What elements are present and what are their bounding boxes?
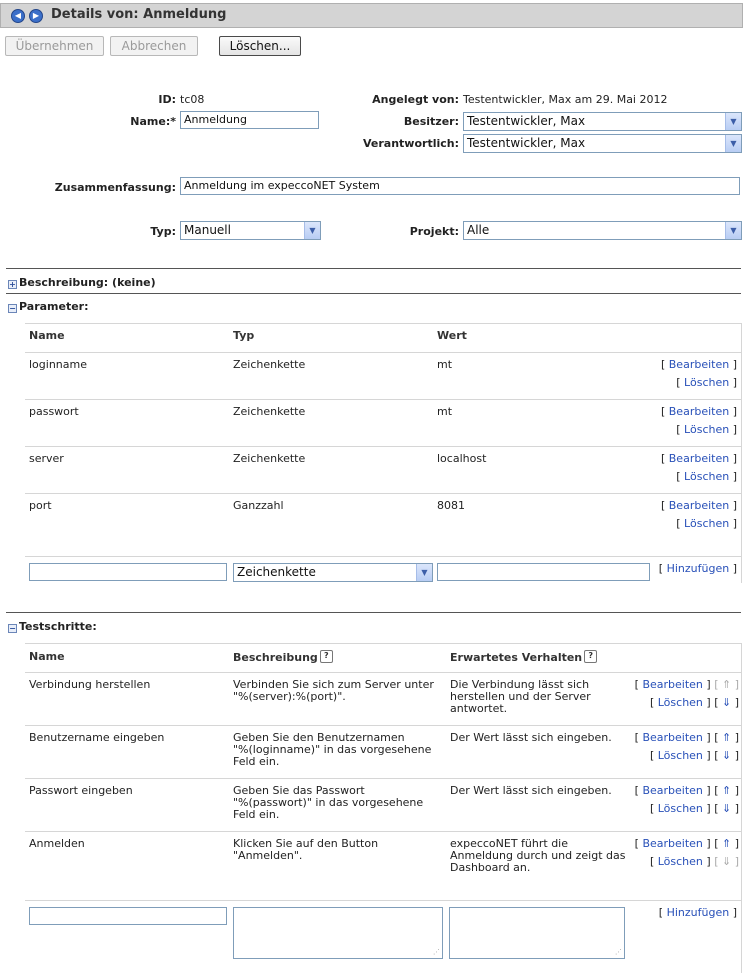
param-value: mt (437, 405, 453, 418)
step-delete-link[interactable]: Löschen (657, 855, 703, 868)
project-select[interactable] (463, 221, 742, 240)
param-delete-link[interactable]: Löschen (684, 517, 730, 530)
step-name: Passwort eingeben (29, 784, 133, 797)
step-expected-line: Anmeldung durch und zeigt das (450, 849, 626, 862)
step-expected-line: Die Verbindung lässt sich (450, 678, 590, 691)
summary-input[interactable]: Anmeldung im expeccoNET System (180, 177, 740, 195)
step-expected-line: Der Wert lässt sich eingeben. (450, 784, 612, 797)
new-step-description-textarea[interactable] (233, 907, 443, 959)
window-title: Details von: Anmeldung (51, 7, 227, 22)
description-header[interactable] (8, 276, 156, 289)
row-divider (25, 831, 742, 832)
new-step-expected-textarea[interactable] (449, 907, 625, 959)
step-delete-action: [ Löschen ] [ ⇓ ] (649, 696, 739, 709)
summary-label: Zusammenfassung: (54, 181, 176, 194)
responsible-select-value: Testentwickler, Max (467, 136, 586, 150)
param-edit-link[interactable]: Bearbeiten (668, 452, 730, 465)
chevron-down-icon: ▼ (725, 113, 741, 130)
project-select-value: Alle (467, 223, 490, 237)
step-expected-line: expeccoNET führt die (450, 837, 569, 850)
param-edit-action: [ Bearbeiten ] (660, 452, 737, 465)
help-icon[interactable]: ? (584, 650, 597, 663)
param-header-name: Name (29, 329, 65, 342)
chevron-down-icon: ▼ (416, 564, 432, 581)
step-expected-line: herstellen und der Server (450, 690, 591, 703)
help-icon[interactable]: ? (320, 650, 333, 663)
new-param-value-input[interactable] (437, 563, 650, 581)
step-add-link[interactable]: Hinzufügen (666, 906, 730, 919)
step-header-expected (450, 650, 597, 664)
type-label: Typ: (150, 225, 176, 238)
move-down-icon[interactable]: ⇓ (721, 749, 732, 762)
step-description-line: Klicken Sie auf den Button (233, 837, 379, 850)
id-label: ID: (158, 93, 176, 106)
move-up-icon[interactable]: ⇑ (721, 837, 732, 850)
title-bar (0, 3, 743, 28)
param-delete-link[interactable]: Löschen (684, 423, 730, 436)
param-delete-link[interactable]: Löschen (684, 470, 730, 483)
parameters-title: Parameter: (19, 300, 89, 313)
table-border (741, 643, 742, 973)
chevron-down-icon: ▼ (304, 222, 320, 239)
param-header-value: Wert (437, 329, 467, 342)
expand-icon[interactable]: + (9, 280, 16, 289)
step-description-line: Feld ein. (233, 755, 280, 768)
move-up-icon: ⇑ (721, 678, 732, 691)
step-description (233, 679, 434, 703)
owner-label: Besitzer: (403, 115, 459, 128)
step-delete-link[interactable]: Löschen (657, 749, 703, 762)
row-divider (25, 399, 742, 400)
step-description (233, 732, 431, 768)
divider (6, 268, 741, 269)
resize-grip-icon[interactable]: ⋰ (615, 948, 622, 956)
name-label: Name:* (130, 115, 176, 128)
step-name: Anmelden (29, 837, 85, 850)
param-type: Zeichenkette (233, 358, 306, 371)
new-param-type-select[interactable] (233, 563, 433, 582)
row-divider (25, 352, 742, 353)
divider (6, 293, 741, 294)
table-border (25, 323, 742, 324)
step-edit-link[interactable]: Bearbeiten (642, 731, 703, 744)
param-add-action: [ Hinzufügen ] (658, 562, 737, 575)
move-down-icon: ⇓ (721, 855, 732, 868)
row-divider (25, 556, 742, 557)
param-edit-link[interactable]: Bearbeiten (668, 358, 730, 371)
description-title: Beschreibung: (keine) (19, 276, 156, 289)
chevron-down-icon: ▼ (725, 222, 741, 239)
row-divider (25, 900, 742, 901)
param-add-link[interactable]: Hinzufügen (666, 562, 730, 575)
step-header-name: Name (29, 650, 65, 663)
owner-select[interactable] (463, 112, 742, 131)
param-value: 8081 (437, 499, 465, 512)
move-down-icon[interactable]: ⇓ (721, 802, 732, 815)
new-param-name-input[interactable] (29, 563, 227, 581)
step-description (233, 838, 378, 862)
step-edit-action: [ Bearbeiten ] [ ⇑ ] (634, 731, 739, 744)
chevron-down-icon: ▼ (725, 135, 741, 152)
delete-button[interactable]: Löschen... (219, 36, 301, 56)
name-input[interactable]: Anmeldung (180, 111, 319, 129)
move-up-icon[interactable]: ⇑ (721, 731, 732, 744)
step-edit-link[interactable]: Bearbeiten (642, 837, 703, 850)
step-edit-action: [ Bearbeiten ] [ ⇑ ] (634, 784, 739, 797)
step-expected (450, 732, 612, 744)
step-expected (450, 785, 612, 797)
collapse-icon[interactable]: − (9, 624, 16, 633)
param-type: Ganzzahl (233, 499, 284, 512)
param-name: server (29, 452, 64, 465)
parameters-header[interactable] (8, 300, 89, 313)
step-description-line: Geben Sie das Passwort (233, 784, 365, 797)
apply-button[interactable]: Übernehmen (5, 36, 104, 56)
step-description-line: "%(passwort)" in das vorgesehene (233, 796, 424, 809)
step-edit-link[interactable]: Bearbeiten (642, 784, 703, 797)
step-header-description (233, 650, 333, 664)
step-edit-link[interactable]: Bearbeiten (642, 678, 703, 691)
step-add-action: [ Hinzufügen ] (658, 906, 737, 919)
row-divider (25, 446, 742, 447)
param-type: Zeichenkette (233, 452, 306, 465)
param-edit-link[interactable]: Bearbeiten (668, 405, 730, 418)
param-edit-action: [ Bearbeiten ] (660, 499, 737, 512)
param-edit-action: [ Bearbeiten ] (660, 405, 737, 418)
type-select[interactable] (180, 221, 321, 240)
step-delete-link[interactable]: Löschen (657, 802, 703, 815)
param-value: mt (437, 358, 453, 371)
table-border (741, 323, 742, 583)
step-header-description-label: Beschreibung (233, 651, 318, 664)
param-delete-action: [ Löschen ] (676, 376, 737, 389)
param-name: port (29, 499, 52, 512)
step-expected-line: antwortet. (450, 702, 508, 715)
steps-header[interactable] (8, 620, 97, 633)
step-expected-line: Der Wert lässt sich eingeben. (450, 731, 612, 744)
created-label: Angelegt von: (372, 93, 459, 106)
param-header-type: Typ (233, 329, 255, 342)
step-name: Verbindung herstellen (29, 678, 151, 691)
step-description-line: "Anmelden". (233, 849, 303, 862)
created-value: Testentwickler, Max am 29. Mai 2012 (463, 93, 668, 106)
param-name: loginname (29, 358, 87, 371)
resize-grip-icon[interactable]: ⋰ (433, 948, 440, 956)
row-divider (25, 672, 742, 673)
project-label: Projekt: (409, 225, 459, 238)
table-border (25, 643, 742, 644)
row-divider (25, 725, 742, 726)
step-description-line: "%(server):%(port)". (233, 690, 346, 703)
step-edit-action: [ Bearbeiten ] [ ⇑ ] (634, 837, 739, 850)
move-up-icon[interactable]: ⇑ (721, 784, 732, 797)
type-select-value: Manuell (184, 223, 231, 237)
step-description-line: Verbinden Sie sich zum Server unter (233, 678, 434, 691)
step-expected (450, 838, 625, 874)
step-name: Benutzername eingeben (29, 731, 165, 744)
param-edit-action: [ Bearbeiten ] (660, 358, 737, 371)
responsible-label: Verantwortlich: (362, 137, 459, 150)
owner-select-value: Testentwickler, Max (467, 114, 586, 128)
step-delete-action: [ Löschen ] [ ⇓ ] (649, 855, 739, 868)
param-delete-action: [ Löschen ] (676, 423, 737, 436)
step-delete-action: [ Löschen ] [ ⇓ ] (649, 749, 739, 762)
step-delete-action: [ Löschen ] [ ⇓ ] (649, 802, 739, 815)
divider (6, 612, 741, 613)
step-expected-line: Dashboard an. (450, 861, 531, 874)
param-type: Zeichenkette (233, 405, 306, 418)
row-divider (25, 493, 742, 494)
forward-icon[interactable]: ▶ (29, 9, 43, 23)
step-delete-link[interactable]: Löschen (657, 696, 703, 709)
new-step-name-input[interactable] (29, 907, 227, 925)
step-description (233, 785, 423, 821)
step-description-line: Feld ein. (233, 808, 280, 821)
step-description-line: "%(loginname)" in das vorgesehene (233, 743, 432, 756)
param-edit-link[interactable]: Bearbeiten (668, 499, 730, 512)
id-value: tc08 (180, 93, 205, 106)
param-value: localhost (437, 452, 487, 465)
cancel-button[interactable]: Abbrechen (110, 36, 198, 56)
move-down-icon[interactable]: ⇓ (721, 696, 732, 709)
param-name: passwort (29, 405, 79, 418)
step-description-line: Geben Sie den Benutzernamen (233, 731, 405, 744)
step-expected (450, 679, 591, 715)
param-delete-action: [ Löschen ] (676, 517, 737, 530)
steps-title: Testschritte: (19, 620, 97, 633)
param-delete-link[interactable]: Löschen (684, 376, 730, 389)
step-header-expected-label: Erwartetes Verhalten (450, 651, 583, 664)
new-param-type-value: Zeichenkette (237, 565, 316, 579)
back-icon[interactable]: ◀ (11, 9, 25, 23)
collapse-icon[interactable]: − (9, 304, 16, 313)
step-edit-action: [ Bearbeiten ] [ ⇑ ] (634, 678, 739, 691)
param-delete-action: [ Löschen ] (676, 470, 737, 483)
row-divider (25, 778, 742, 779)
responsible-select[interactable] (463, 134, 742, 153)
